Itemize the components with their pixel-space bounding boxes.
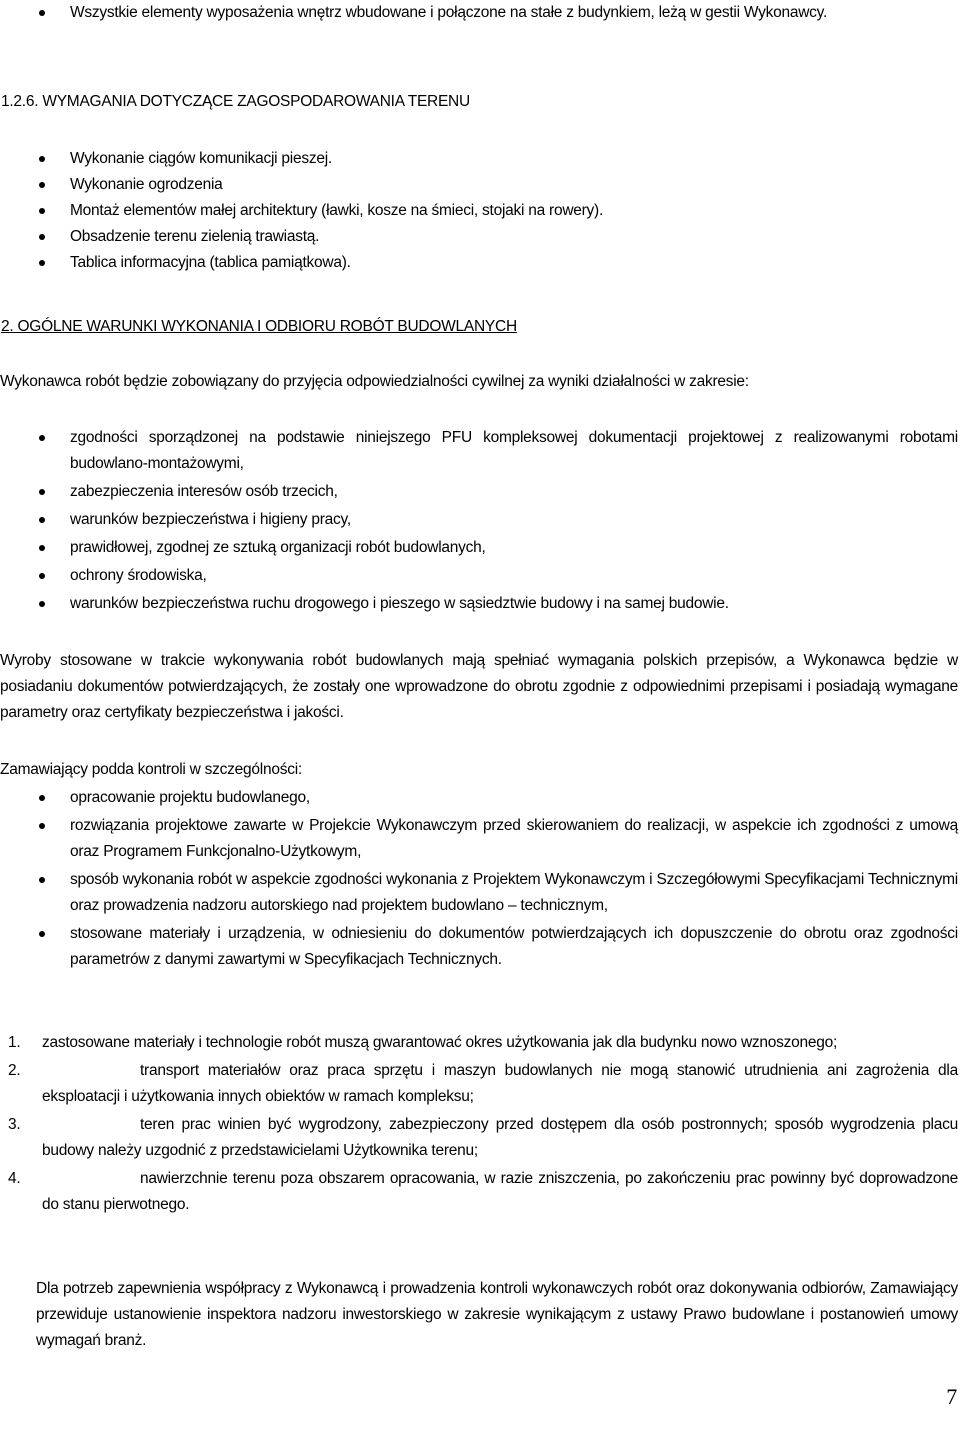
products-paragraph: Wyroby stosowane w trakcie wykonywania robót budowlanych mają spełniać wymagania polskich przepisów, a Wykonawca będzie w posiadaniu dokumentów potwierdzających, że zostały one wprowadzone do obrotu zgodnie z odpowiednimi przepisami i posiadają wymagane parametry oraz certyfikaty bezpieczeństwa i jakości. (0, 652, 958, 721)
item-number: 3. (8, 1116, 21, 1133)
list-item: stosowane materiały i urządzenia, w odniesieniu do dokumentów potwierdzających ich dopuszczenie do obrotu oraz zgodności parametrów z danymi zawartymi w Specyfikacjach Technicznych. (0, 921, 958, 973)
numbered-item (0, 1112, 958, 1164)
numbered-item (0, 1030, 958, 1056)
list-item: opracowanie projektu budowlanego, (0, 785, 958, 811)
list-item: Wszystkie elementy wyposażenia wnętrz wbudowane i połączone na stałe z budynkiem, leżą w gestii Wykonawcy. (0, 0, 940, 26)
item-text: teren prac winien być wygrodzony, zabezpieczony przed dostępem dla osób postronnych; sposób wygrodzenia placu budowy należy uzgodnić z przedstawicielami Użytkownika terenu; (42, 1116, 958, 1159)
list-item: sposób wykonania robót w aspekcie zgodności wykonania z Projektem Wykonawczym i Szczegółowymi Specyfikacjami Technicznymi oraz prowadzenia nadzoru autorskiego nad projektem budowlano – technicznym, (0, 867, 958, 919)
list-item: Wykonanie ciągów komunikacji pieszej. (0, 146, 940, 172)
item-number: 2. (8, 1062, 21, 1079)
list-item: Wykonanie ogrodzenia (0, 172, 940, 198)
list-item: warunków bezpieczeństwa i higieny pracy, (0, 507, 958, 533)
item-number: 4. (8, 1170, 21, 1187)
closing-paragraph: Dla potrzeb zapewnienia współpracy z Wykonawcą i prowadzenia kontroli wykonawczych robót oraz dokonywania odbiorów, Zamawiający przewiduje ustanowienie inspektora nadzoru inwestorskiego w zakresie wynikającym z ustawy Prawo budowlane i postanowień umowy wymagań branż. (36, 1280, 958, 1349)
numbered-item (0, 1058, 958, 1110)
list-item: zabezpieczenia interesów osób trzecich, (0, 479, 958, 505)
list-item: warunków bezpieczeństwa ruchu drogowego i pieszego w sąsiedztwie budowy i na samej budowie. (0, 591, 958, 617)
item-text: zastosowane materiały i technologie robót muszą gwarantować okres użytkowania jak dla budynku nowo wznoszonego; (42, 1034, 838, 1051)
numbered-item (0, 1166, 958, 1218)
item-number: 1. (8, 1034, 21, 1051)
list-item: prawidłowej, zgodnej ze sztuką organizacji robót budowlanych, (0, 535, 958, 561)
section-heading-1-2-6: 1.2.6. WYMAGANIA DOTYCZĄCE ZAGOSPODAROWANIA TERENU (1, 93, 470, 110)
list-item: Tablica informacyjna (tablica pamiątkowa). (0, 250, 940, 276)
requirements-numbered-list (0, 1030, 958, 1218)
control-intro: Zamawiający podda kontroli w szczególności: (0, 761, 302, 778)
list-item: ochrony środowiska, (0, 563, 958, 589)
control-list (0, 785, 958, 973)
list-item: zgodności sporządzonej na podstawie niniejszego PFU kompleksowej dokumentacji projektowej z realizowanymi robotami budowlano-montażowymi, (0, 425, 958, 477)
list-item: Montaż elementów małej architektury (ławki, kosze na śmieci, stojaki na rowery). (0, 198, 940, 224)
item-text: transport materiałów oraz praca sprzętu i maszyn budowlanych nie mogą stanowić utrudnienia ani zagrożenia dla eksploatacji i użytkowania innych obiektów w ramach kompleksu; (42, 1062, 958, 1105)
site-development-list (0, 146, 940, 276)
intro-list (0, 0, 940, 26)
section-heading-2: 2. OGÓLNE WARUNKI WYKONANIA I ODBIORU ROBÓT BUDOWLANYCH (1, 318, 517, 335)
list-item: rozwiązania projektowe zawarte w Projekcie Wykonawczym przed skierowaniem do realizacji, w aspekcie ich zgodności z umową oraz Programem Funkcjonalno-Użytkowym, (0, 813, 958, 865)
item-text: nawierzchnie terenu poza obszarem opracowania, w razie zniszczenia, po zakończeniu prac powinny być doprowadzone do stanu pierwotnego. (42, 1170, 958, 1213)
list-item: Obsadzenie terenu zielenią trawiastą. (0, 224, 940, 250)
liability-intro: Wykonawca robót będzie zobowiązany do przyjęcia odpowiedzialności cywilnej za wyniki działalności w zakresie: (0, 373, 749, 390)
page-number: 7 (946, 1384, 957, 1409)
liability-list (0, 425, 958, 617)
